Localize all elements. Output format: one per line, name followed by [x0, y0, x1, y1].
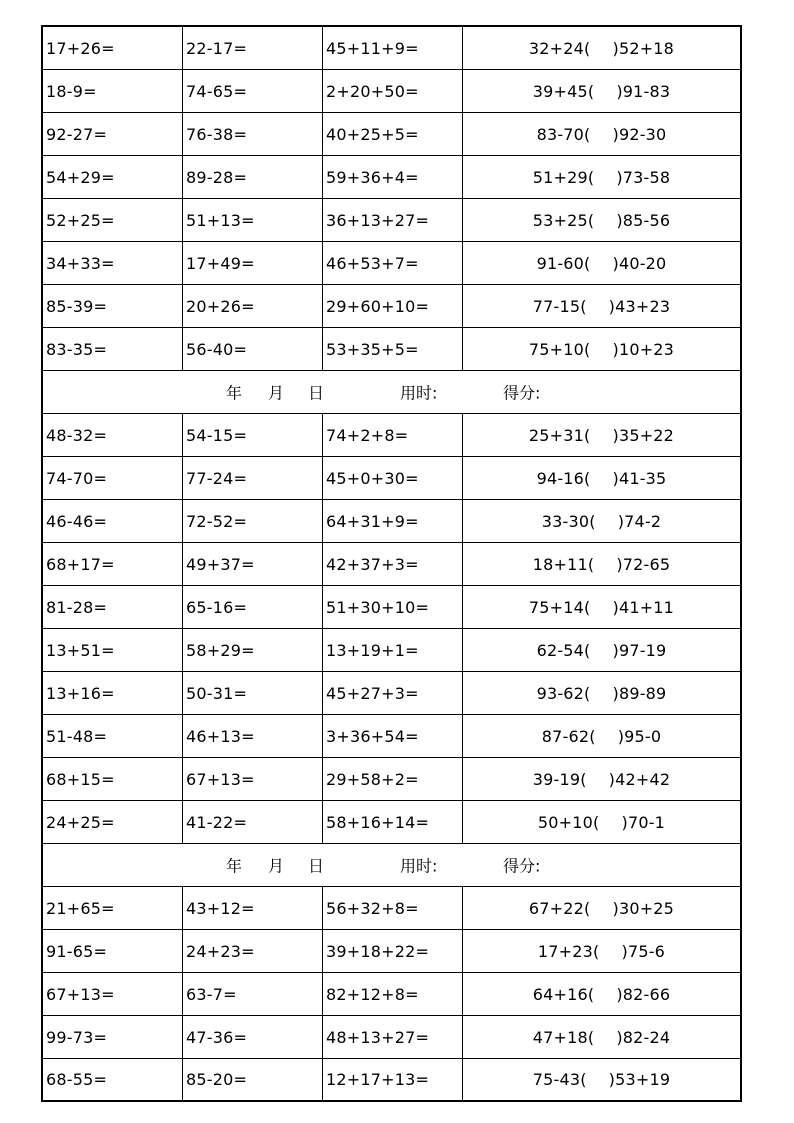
two-number-problem[interactable]: 22-17=	[183, 27, 323, 69]
problem-row	[43, 242, 740, 285]
two-number-problem[interactable]: 41-22=	[183, 801, 323, 843]
comparison-right: )82-66	[616, 984, 671, 1004]
comparison-left: 47+18(	[532, 1027, 595, 1047]
two-number-problem[interactable]: 85-39=	[43, 285, 183, 327]
problem-row	[43, 457, 740, 500]
problem-row	[43, 973, 740, 1016]
year-label: 年	[226, 856, 243, 876]
problem-row	[43, 113, 740, 156]
two-number-problem[interactable]: 46-46=	[43, 500, 183, 542]
two-number-problem[interactable]: 48-32=	[43, 414, 183, 456]
problem-row	[43, 801, 740, 844]
problem-row	[43, 156, 740, 199]
two-number-problem[interactable]: 46+13=	[183, 715, 323, 757]
comparison-expression	[533, 770, 671, 789]
three-number-problem[interactable]: 13+19+1=	[323, 629, 463, 671]
two-number-problem[interactable]: 67+13=	[183, 758, 323, 800]
comparison-problem[interactable]	[463, 586, 740, 628]
problem-row	[43, 414, 740, 457]
comparison-left: 75+14(	[528, 597, 591, 617]
comparison-expression	[533, 555, 671, 574]
three-number-problem[interactable]: 36+13+27=	[323, 199, 463, 241]
comparison-problem[interactable]	[463, 801, 740, 843]
comparison-right: )40-20	[612, 253, 667, 273]
comparison-left: 51+29(	[532, 167, 595, 187]
problem-row	[43, 70, 740, 113]
comparison-problem[interactable]	[463, 328, 740, 370]
two-number-problem[interactable]: 20+26=	[183, 285, 323, 327]
problem-row	[43, 715, 740, 758]
comparison-expression	[533, 1070, 671, 1089]
month-label: 月	[268, 856, 285, 876]
comparison-problem[interactable]	[463, 1016, 740, 1058]
comparison-problem[interactable]	[463, 543, 740, 585]
comparison-left: 39-19(	[532, 769, 587, 789]
comparison-right: )74-2	[617, 511, 662, 531]
comparison-expression	[533, 168, 671, 187]
comparison-problem[interactable]	[463, 285, 740, 327]
problem-row	[43, 285, 740, 328]
two-number-problem[interactable]: 17+26=	[43, 27, 183, 69]
two-number-problem[interactable]: 77-24=	[183, 457, 323, 499]
comparison-problem[interactable]	[463, 27, 740, 69]
two-number-problem[interactable]: 76-38=	[183, 113, 323, 155]
problem-row	[43, 543, 740, 586]
problem-row	[43, 1016, 740, 1059]
comparison-expression	[533, 211, 671, 230]
comparison-left: 77-15(	[532, 296, 587, 316]
date-time-score-header	[43, 844, 740, 887]
two-number-problem[interactable]: 24+23=	[183, 930, 323, 972]
problem-row	[43, 930, 740, 973]
comparison-problem[interactable]	[463, 973, 740, 1015]
problem-row	[43, 27, 740, 70]
two-number-problem[interactable]: 92-27=	[43, 113, 183, 155]
three-number-problem[interactable]: 45+27+3=	[323, 672, 463, 714]
two-number-problem[interactable]: 34+33=	[43, 242, 183, 284]
comparison-problem[interactable]	[463, 414, 740, 456]
problem-row	[43, 629, 740, 672]
two-number-problem[interactable]: 99-73=	[43, 1016, 183, 1058]
three-number-problem[interactable]: 48+13+27=	[323, 1016, 463, 1058]
comparison-right: )95-0	[617, 726, 662, 746]
problem-row	[43, 887, 740, 930]
comparison-right: )41-35	[612, 468, 667, 488]
year-label: 年	[226, 383, 243, 403]
comparison-left: 17+23(	[537, 941, 600, 961]
two-number-problem[interactable]: 43+12=	[183, 887, 323, 929]
problem-row	[43, 672, 740, 715]
three-number-problem[interactable]: 42+37+3=	[323, 543, 463, 585]
two-number-problem[interactable]: 47-36=	[183, 1016, 323, 1058]
comparison-left: 64+16(	[532, 984, 595, 1004]
comparison-problem[interactable]	[463, 457, 740, 499]
three-number-problem[interactable]: 40+25+5=	[323, 113, 463, 155]
comparison-left: 75-43(	[532, 1070, 587, 1089]
comparison-expression	[537, 125, 667, 144]
comparison-problem[interactable]	[463, 70, 740, 112]
comparison-problem[interactable]	[463, 156, 740, 198]
three-number-problem[interactable]: 82+12+8=	[323, 973, 463, 1015]
comparison-left: 93-62(	[536, 683, 591, 703]
three-number-problem[interactable]: 74+2+8=	[323, 414, 463, 456]
comparison-expression	[529, 340, 674, 359]
three-number-problem[interactable]: 58+16+14=	[323, 801, 463, 843]
comparison-left: 87-62(	[541, 726, 596, 746]
comparison-right: )53+19	[608, 1070, 671, 1089]
score-label: 得分:	[503, 856, 541, 876]
comparison-expression	[537, 684, 667, 703]
comparison-right: )70-1	[621, 812, 666, 832]
score-label: 得分:	[503, 383, 541, 403]
three-number-problem[interactable]: 2+20+50=	[323, 70, 463, 112]
comparison-right: )73-58	[616, 167, 671, 187]
three-number-problem[interactable]: 45+0+30=	[323, 457, 463, 499]
comparison-expression	[538, 813, 665, 832]
two-number-problem[interactable]: 65-16=	[183, 586, 323, 628]
two-number-problem[interactable]: 83-35=	[43, 328, 183, 370]
two-number-problem[interactable]: 67+13=	[43, 973, 183, 1015]
comparison-left: 25+31(	[528, 425, 591, 445]
two-number-problem[interactable]: 52+25=	[43, 199, 183, 241]
comparison-left: 32+24(	[528, 38, 591, 58]
three-number-problem[interactable]: 45+11+9=	[323, 27, 463, 69]
two-number-problem[interactable]: 63-7=	[183, 973, 323, 1015]
two-number-problem[interactable]: 21+65=	[43, 887, 183, 929]
comparison-right: )43+23	[608, 296, 671, 316]
time-used-label: 用时:	[400, 856, 438, 876]
comparison-right: )75-6	[621, 941, 666, 961]
two-number-problem[interactable]: 51-48=	[43, 715, 183, 757]
comparison-expression	[542, 727, 662, 746]
two-number-problem[interactable]: 68+15=	[43, 758, 183, 800]
comparison-left: 33-30(	[541, 511, 596, 531]
three-number-problem[interactable]: 29+58+2=	[323, 758, 463, 800]
comparison-problem[interactable]	[463, 199, 740, 241]
comparison-expression	[529, 39, 674, 58]
two-number-problem[interactable]: 49+37=	[183, 543, 323, 585]
comparison-problem[interactable]	[463, 758, 740, 800]
three-number-problem[interactable]: 59+36+4=	[323, 156, 463, 198]
comparison-right: )52+18	[612, 38, 675, 58]
two-number-problem[interactable]: 85-20=	[183, 1059, 323, 1100]
comparison-right: )72-65	[616, 554, 671, 574]
comparison-expression	[529, 598, 674, 617]
two-number-problem[interactable]: 72-52=	[183, 500, 323, 542]
comparison-left: 94-16(	[536, 468, 591, 488]
time-used-label: 用时:	[400, 383, 438, 403]
comparison-problem[interactable]	[463, 1059, 740, 1100]
comparison-right: )91-83	[616, 81, 671, 101]
comparison-left: 75+10(	[528, 339, 591, 359]
two-number-problem[interactable]: 54-15=	[183, 414, 323, 456]
two-number-problem[interactable]: 81-28=	[43, 586, 183, 628]
three-number-problem[interactable]: 39+18+22=	[323, 930, 463, 972]
three-number-problem[interactable]: 53+35+5=	[323, 328, 463, 370]
two-number-problem[interactable]: 91-65=	[43, 930, 183, 972]
two-number-problem[interactable]: 68+17=	[43, 543, 183, 585]
comparison-right: )30+25	[612, 898, 675, 918]
three-number-problem[interactable]: 29+60+10=	[323, 285, 463, 327]
two-number-problem[interactable]: 18-9=	[43, 70, 183, 112]
comparison-expression	[533, 82, 671, 101]
day-label: 日	[308, 383, 325, 403]
two-number-problem[interactable]: 54+29=	[43, 156, 183, 198]
comparison-problem[interactable]	[463, 242, 740, 284]
three-number-problem[interactable]: 46+53+7=	[323, 242, 463, 284]
comparison-right: )92-30	[612, 124, 667, 144]
problem-row	[43, 758, 740, 801]
three-number-problem[interactable]: 3+36+54=	[323, 715, 463, 757]
three-number-problem[interactable]: 64+31+9=	[323, 500, 463, 542]
problem-row	[43, 328, 740, 371]
date-time-score-header	[43, 371, 740, 414]
comparison-right: )97-19	[612, 640, 667, 660]
comparison-left: 67+22(	[528, 898, 591, 918]
comparison-problem[interactable]	[463, 715, 740, 757]
two-number-problem[interactable]: 24+25=	[43, 801, 183, 843]
day-label: 日	[308, 856, 325, 876]
comparison-problem[interactable]	[463, 672, 740, 714]
comparison-expression	[538, 942, 665, 961]
comparison-right: )89-89	[612, 683, 667, 703]
comparison-expression	[529, 899, 674, 918]
comparison-right: )85-56	[616, 210, 671, 230]
problem-row	[43, 199, 740, 242]
two-number-problem[interactable]: 68-55=	[43, 1059, 183, 1100]
comparison-left: 18+11(	[532, 554, 595, 574]
month-label: 月	[268, 383, 285, 403]
comparison-expression	[537, 469, 667, 488]
two-number-problem[interactable]: 89-28=	[183, 156, 323, 198]
comparison-problem[interactable]	[463, 500, 740, 542]
header-cell	[43, 371, 740, 413]
problem-row	[43, 586, 740, 629]
two-number-problem[interactable]: 58+29=	[183, 629, 323, 671]
comparison-right: )41+11	[612, 597, 675, 617]
header-cell	[43, 844, 740, 886]
comparison-left: 50+10(	[537, 812, 600, 832]
two-number-problem[interactable]: 74-70=	[43, 457, 183, 499]
comparison-left: 39+45(	[532, 81, 595, 101]
two-number-problem[interactable]: 56-40=	[183, 328, 323, 370]
comparison-left: 53+25(	[532, 210, 595, 230]
comparison-problem[interactable]	[463, 930, 740, 972]
problem-row	[43, 500, 740, 543]
comparison-expression	[537, 641, 667, 660]
two-number-problem[interactable]: 50-31=	[183, 672, 323, 714]
two-number-problem[interactable]: 13+16=	[43, 672, 183, 714]
comparison-problem[interactable]	[463, 887, 740, 929]
comparison-expression	[533, 1028, 671, 1047]
comparison-problem[interactable]	[463, 113, 740, 155]
two-number-problem[interactable]: 17+49=	[183, 242, 323, 284]
comparison-expression	[542, 512, 662, 531]
three-number-problem[interactable]: 12+17+13=	[323, 1059, 463, 1100]
three-number-problem[interactable]: 51+30+10=	[323, 586, 463, 628]
comparison-left: 83-70(	[536, 124, 591, 144]
comparison-expression	[529, 426, 674, 445]
comparison-right: )42+42	[608, 769, 671, 789]
comparison-expression	[533, 297, 671, 316]
worksheet-table	[41, 25, 742, 1102]
three-number-problem[interactable]: 56+32+8=	[323, 887, 463, 929]
comparison-problem[interactable]	[463, 629, 740, 671]
comparison-right: )10+23	[612, 339, 675, 359]
two-number-problem[interactable]: 13+51=	[43, 629, 183, 671]
problem-row	[43, 1059, 740, 1100]
comparison-left: 91-60(	[536, 253, 591, 273]
comparison-right: )82-24	[616, 1027, 671, 1047]
comparison-right: )35+22	[612, 425, 675, 445]
comparison-expression	[533, 985, 671, 1004]
two-number-problem[interactable]: 51+13=	[183, 199, 323, 241]
comparison-left: 62-54(	[536, 640, 591, 660]
two-number-problem[interactable]: 74-65=	[183, 70, 323, 112]
comparison-expression	[537, 254, 667, 273]
